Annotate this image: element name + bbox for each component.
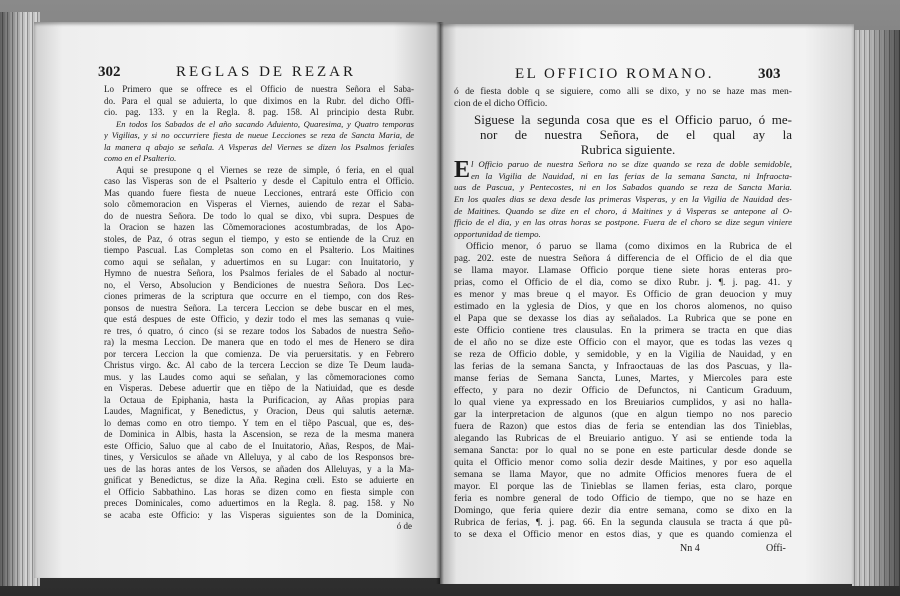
text-line: Domingo, que feria quiere dezir dia entre semana, como se dixo en la bbox=[454, 504, 792, 516]
text-line: este Officio contiene tres clausulas. En la primera se tracta en que dias bbox=[454, 324, 792, 336]
right-page bbox=[440, 24, 854, 584]
text-line: ciones primeras de la scriptura que occurre en el tiempo, con dos Res- bbox=[104, 291, 414, 301]
text-line: ra) la mesma Leccion. De manera que en todo el mes de Henero se dira bbox=[104, 337, 414, 347]
drop-cap: E bbox=[454, 157, 471, 183]
rubric bbox=[104, 119, 414, 165]
text-line: ó de fiesta doble q se siguiere, como alli se dixo, y no se haze mas men- bbox=[454, 86, 792, 97]
text-line: de el año no se dize este Officio con el mayor, que es todas las vezes q bbox=[454, 336, 792, 348]
text-line: cion de el dicho Officio. bbox=[454, 98, 548, 109]
text-line: semana Sancta: por lo qual no se pone en este particular desde donde se bbox=[454, 444, 792, 456]
text-line: opportunidad de tiempo. bbox=[454, 229, 541, 240]
text-line: En los quales dias se dexa desde las primeras Visperas, y en la Vigilia de Nauidad des- bbox=[454, 194, 792, 205]
text-line: la Octaua de Epiphania, hasta la Purificacion, ay Añas propias para bbox=[104, 394, 414, 405]
text-line: Hymno de nuestra Señora, los Psalmos feriales de el Sabado al noctur- bbox=[104, 268, 414, 278]
text-line: fuera de Razon) que estos dias de feria se entendian las dos Tinieblas, bbox=[454, 420, 792, 432]
text-line: lo qual viene ya expressado en los Breuiarios cumplidos, y asi no halla- bbox=[454, 396, 792, 408]
running-head: REGLAS DE REZAR bbox=[176, 64, 356, 80]
text-line: no, el Verso, Absolucion y Bendiciones de nuestra Señora. Dos Lec- bbox=[104, 279, 414, 290]
text-line: Mas quando fuere fiesta de nueue Lecciones, entrará este Officio con bbox=[104, 187, 414, 198]
text-line: de Dominica in Albis, hasta la Ascension, se reza de la mesma manera bbox=[104, 429, 414, 439]
text-line: se acaba este Officio: y las Visperas siguientes son de la Dominica, bbox=[104, 509, 414, 520]
text-line: Rubrica de ferias, ¶. j. pag. 66. En la segunda clausula se tracta á que pũ- bbox=[454, 516, 792, 528]
text-line: lo demas como en otro tiempo. Y tem en el tiẽpo Pascual, que es, des- bbox=[104, 417, 414, 428]
rubric-section bbox=[454, 159, 792, 241]
text-line: la Oracion se hazen las Cõmemoraciones acostumbradas, de los Apo- bbox=[104, 222, 414, 232]
text-line: Lo Primero que se offrece es el Officio de nuestra Señora el Saba- bbox=[104, 84, 414, 94]
text-line: es menor y mas breue q el mayor. Es Officio de gran deuocion y muy bbox=[454, 288, 792, 300]
text-line: de Maitines. Quando se dize en el choro, á Maitines y á Visperas se antepone al O- bbox=[454, 205, 792, 216]
text-line: alegando las Rubricas de el Breuiario antiguo. Y asi se entiende toda la bbox=[454, 432, 792, 444]
text-line: se llama mayor. Llamase Officio porque tiene siete horas enteras pro- bbox=[454, 264, 792, 276]
text-line: como aqui se señalan, y aduertimos en su Lugar: con Inuitatorio, y bbox=[104, 256, 414, 267]
page-number: 302 bbox=[98, 64, 121, 80]
text-line: cio. pag. 133. y en la Regla. 8. pag. 158. Al principio desta Rubr. bbox=[104, 107, 414, 117]
paragraph bbox=[104, 84, 414, 119]
text-line: ues de las horas antes de los Versos, se añaden dos Alleluyas, y a la Ma- bbox=[104, 463, 414, 474]
text-line: que está despues de este Officio, y dezir todo el mes las semanas q vuie- bbox=[104, 314, 414, 324]
text-line: la manera q abajo se señala. A Visperas del Viernes se dizen los Psalmos feriales bbox=[104, 141, 414, 152]
rubric bbox=[454, 159, 792, 241]
text-line: uas de Pascua, y Pentecostes, ni en los Sabados quando se reza de Sancta Maria. bbox=[454, 182, 792, 193]
text-line: las ferias de la semana Sancta, y Infraoctauas de las dos Pascuas, y lla- bbox=[454, 360, 792, 372]
text-line: preces Dominicales, como aduertimos en la Regla. 8. pag. 158. y No bbox=[104, 498, 414, 508]
text-line: este Officio, Saluo que al cabo de el Inuitatorio, Añas, Respos, de Mai- bbox=[104, 440, 414, 451]
paragraph bbox=[454, 86, 792, 110]
text-line: Christus virgo. &c. Al cabo de la tercera Leccion se dize Te Deum lauda- bbox=[104, 360, 414, 370]
text-line: semana se llama Mayor, que no admite Officios menores fuera de el bbox=[454, 468, 792, 480]
text-line: estimado en la yglesia de Dios, y que en los choros alomenos, no quiso bbox=[454, 300, 792, 312]
paragraph bbox=[104, 165, 414, 522]
catchword: Offi- bbox=[766, 543, 786, 554]
text-line: el Papa que se dexasse los dias ay señalados. La Rubrica que se pone en bbox=[454, 312, 792, 324]
text-line: Laudes, Magnificat, y Benedictus, y Oracion, Deus qui salutis aeternæ. bbox=[104, 406, 414, 416]
text-line: effecto, y para no dezir Officio de Defunctos, ni Canticum Graduum, bbox=[454, 384, 792, 396]
running-head: EL OFFICIO ROMANO. bbox=[515, 66, 715, 82]
text-line: solo cõmemoracion en Visperas el Viernes, auiendo de rezar el Saba- bbox=[104, 199, 414, 209]
text-line: Officio menor, ó paruo se llama (como diximos en la Rubrica de el bbox=[466, 240, 792, 252]
text-line: como en el Psalterio. bbox=[104, 153, 177, 163]
text-line: feria es nombre general de todo Officio de tiempo, que no se haze en bbox=[454, 492, 792, 504]
section-heading bbox=[454, 112, 792, 157]
page-number: 303 bbox=[758, 66, 781, 82]
catchword: ó de bbox=[396, 521, 412, 531]
text-line: gnificat y Benedictus, se dize la Aña. Regina cœli. Esto se aduierte en bbox=[104, 475, 414, 485]
text-line: ponsos de nuestra Señora. La tercera Leccion se debe buscar en el mes, bbox=[104, 302, 414, 313]
text-line: pag. 202. este de nuestra Señora á differencia de el Officio de el dia que bbox=[454, 252, 792, 264]
right-page-edges bbox=[852, 30, 900, 586]
text-line: fficio de el dia, y en las otras horas se postpone. Fuera de el choro se dize segun viniere bbox=[454, 217, 792, 228]
text-line: quita el Officio menor como solia dezir desde Maitines, y por eso aquella bbox=[454, 456, 792, 468]
text-line: en la Vigilia de Nauidad, ni en las ferias de la semana Sancta, ni Infraocta- bbox=[471, 170, 792, 181]
text-line: gar la interpretacion de algunos (que en algun tiempo no nos parecio bbox=[454, 408, 792, 420]
text-line: re tres, ó quatro, ó cinco (si se rezare todos los Sabados de nuestra Seño- bbox=[104, 325, 414, 336]
signature-mark: Nn 4 bbox=[680, 543, 700, 554]
text-line: por tercera Leccion la que comienza. De via peruersitatis. y en Febrero bbox=[104, 348, 414, 359]
text-line: do de nuestra Señora. De todo lo qual se dixo, vbi supra. Despues de bbox=[104, 210, 414, 221]
text-line: Siguese la segunda cosa que es el Officio paruo, ó me- bbox=[474, 112, 792, 127]
text-block bbox=[104, 84, 414, 533]
text-line: el Officio Sabbathino. Las horas se dizen como en fiesta simple con bbox=[104, 486, 414, 497]
text-line: stoles, de Paz, ó otras segun el tiempo, y esto se entiende de la Cruz en bbox=[104, 233, 414, 244]
text-line: nor de nuestra Señora, de el qual ay la bbox=[480, 127, 792, 142]
text-line: to se dexa el Officio menor en estos dias, y que es quando comienza el bbox=[454, 528, 792, 540]
text-line: do. Para el qual se aduierta, lo que diximos en la Rubr. del dicho Offi- bbox=[104, 95, 414, 106]
text-line: Rubrica siguiente. bbox=[580, 142, 676, 157]
text-line: se reza de Officio doble, y semidoble, y en la Vigilia de Nauidad, y en bbox=[454, 348, 792, 360]
text-line: mus. y las Laudes como aqui se señalan, y las cõmemoraciones como bbox=[104, 371, 414, 382]
text-line: prias, como el Officio de el dia, como se dixo Rubr. j. ¶. j. pag. 41. y bbox=[454, 276, 792, 288]
text-line: en Visperas. Debese aduertir que en tiẽpo de la Natiuidad, que es desde bbox=[104, 383, 414, 393]
text-line: l Officio paruo de nuestra Señora no se dize quando se reza de doble semidoble, bbox=[471, 159, 792, 169]
paragraph bbox=[454, 241, 792, 541]
text-line: tines, y Versiculos se añade vn Alleluya, y al cabo de los Responsos bre- bbox=[104, 452, 414, 462]
text-line: mayor. El porque las de Tinieblas se llamen ferias, esta claro, porque bbox=[454, 480, 792, 492]
text-block bbox=[454, 86, 792, 541]
text-line: En todos los Sabados de el año sacando Aduiento, Quaresima, y Quatro temporas bbox=[116, 118, 414, 129]
left-page bbox=[34, 22, 442, 578]
text-line: y Vigilias, y si no occurriere fiesta de nueue Lecciones se reza de Sancta Maria, de bbox=[104, 130, 414, 140]
text-line: caso las Visperas son de el Psalterio y desde el Capitulo entra el Officio. bbox=[104, 176, 414, 186]
book-gutter bbox=[436, 22, 444, 584]
text-line: manse ferias de Semana Sancta, Lunes, Martes, y Miercoles para este bbox=[454, 372, 792, 384]
text-line: tiempo Pascual. Las Completas son como en el Psalterio. Los Maitines bbox=[104, 245, 414, 255]
text-line: Aqui se presupone q el Viernes se reze de simple, ó feria, en el qual bbox=[116, 164, 414, 175]
